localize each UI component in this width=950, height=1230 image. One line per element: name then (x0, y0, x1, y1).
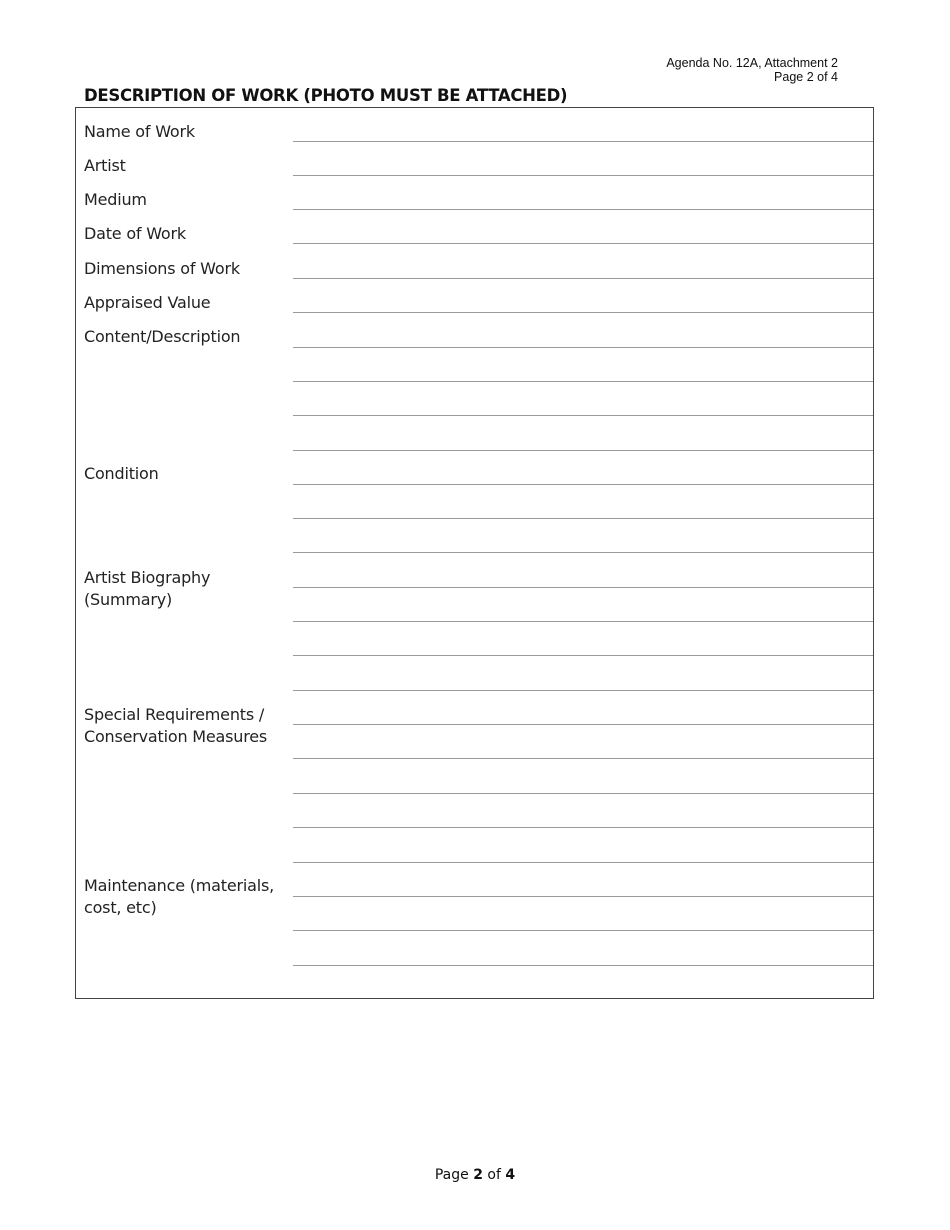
answer-line-condition-2[interactable] (293, 518, 873, 519)
label-name-of-work: Name of Work (84, 122, 195, 141)
answer-line-date-of-work[interactable] (293, 243, 873, 244)
answer-line-biography-4[interactable] (293, 690, 873, 691)
answer-line-special-3[interactable] (293, 793, 873, 794)
answer-line-appraised-value[interactable] (293, 312, 873, 313)
answer-line-maintenance-1[interactable] (293, 896, 873, 897)
answer-line-dimensions[interactable] (293, 278, 873, 279)
answer-line-content-1[interactable] (293, 347, 873, 348)
answer-line-content-4[interactable] (293, 450, 873, 451)
label-appraised-value: Appraised Value (84, 293, 211, 312)
answer-line-artist[interactable] (293, 175, 873, 176)
answer-line-content-2[interactable] (293, 381, 873, 382)
answer-line-medium[interactable] (293, 209, 873, 210)
label-maintenance: Maintenance (materials, cost, etc) (84, 876, 274, 917)
page-footer (0, 1167, 950, 1183)
answer-line-content-3[interactable] (293, 415, 873, 416)
header-page-number: Page 2 of 4 (774, 70, 838, 84)
section-title: DESCRIPTION OF WORK (PHOTO MUST BE ATTACHED) (84, 86, 568, 105)
label-artist: Artist (84, 156, 126, 175)
answer-line-condition-3[interactable] (293, 552, 873, 553)
answer-line-biography-1[interactable] (293, 587, 873, 588)
footer-current-page: 2 (473, 1167, 483, 1183)
answer-line-special-2[interactable] (293, 758, 873, 759)
footer-of: of (487, 1167, 501, 1183)
description-form (75, 107, 874, 999)
label-dimensions-of-work: Dimensions of Work (84, 259, 240, 278)
answer-line-biography-3[interactable] (293, 655, 873, 656)
footer-total-pages: 4 (505, 1167, 516, 1183)
answer-line-condition-1[interactable] (293, 484, 873, 485)
answer-line-name-of-work[interactable] (293, 141, 873, 142)
label-special-requirements: Special Requirements / Conservation Measures (84, 705, 268, 746)
label-date-of-work: Date of Work (84, 224, 186, 243)
agenda-reference: Agenda No. 12A, Attachment 2 (666, 56, 838, 70)
label-condition: Condition (84, 464, 159, 483)
answer-line-biography-2[interactable] (293, 621, 873, 622)
label-artist-biography: Artist Biography (Summary) (84, 568, 211, 609)
footer-page-prefix: Page (434, 1167, 469, 1183)
answer-line-special-1[interactable] (293, 724, 873, 725)
label-content-description: Content/Description (84, 327, 241, 346)
page-header (666, 56, 838, 84)
answer-line-maintenance-2[interactable] (293, 930, 873, 931)
label-medium: Medium (84, 190, 147, 209)
answer-line-special-5[interactable] (293, 862, 873, 863)
answer-line-special-4[interactable] (293, 827, 873, 828)
answer-line-maintenance-3[interactable] (293, 965, 873, 966)
